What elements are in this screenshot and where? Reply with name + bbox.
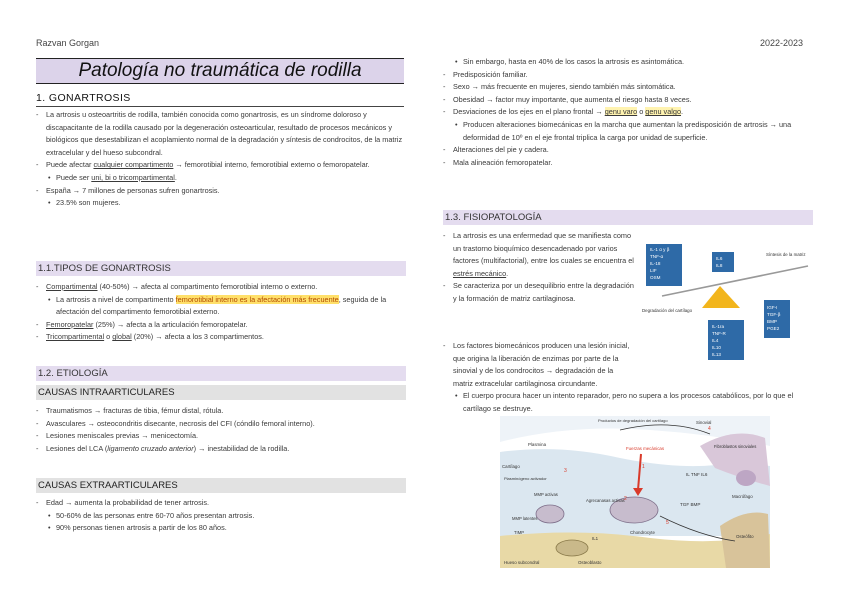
diagram-label: Productos de degradación del cartílago xyxy=(598,418,668,423)
box-label: IL6 xyxy=(716,256,723,261)
diagram-label: Hueso subcondral xyxy=(504,560,540,565)
section-gonartrosis-body xyxy=(36,109,406,210)
list-subitem: • 50-60% de las personas entre 60-70 años presentan artrosis. xyxy=(36,510,406,523)
risk-factors-list xyxy=(443,56,815,169)
list-item: - Alteraciones del pie y cadera. xyxy=(443,144,815,157)
list-item: - Se caracteriza por un desequilibrio entre la degradación y la formación de matriz cartilaginosa. xyxy=(443,280,635,305)
list-item: - Lesiones del LCA (ligamento cruzado anterior) → inestabilidad de la rodilla. xyxy=(36,443,406,456)
diagram-label: Plasmina xyxy=(528,442,547,447)
box-label: BMP xyxy=(767,319,777,324)
extra-causes-heading: CAUSAS EXTRAARTICULARES xyxy=(36,478,406,493)
diagram-label: Sinovial xyxy=(696,420,712,425)
diagram-label: IL TNF IL6 xyxy=(686,472,708,477)
box-label: TGF-β xyxy=(767,312,781,317)
list-item: - Predisposición familiar. xyxy=(443,69,815,82)
degradation-label: Degradación del cartílago xyxy=(642,308,693,313)
list-item: - Mala alineación femoropatelar. xyxy=(443,157,815,170)
box-label: TNF-α xyxy=(650,254,664,259)
list-item: - La artrosis es una enfermedad que se manifiesta como un trastorno bioquímico desencadenado por varios factores (multifactorial), entre los cuales se encuentra el estrés mecánico. xyxy=(443,230,635,280)
cell xyxy=(536,505,564,523)
page-title: Patología no traumática de rodilla xyxy=(36,58,404,84)
diagram-label: TIMP xyxy=(514,530,525,535)
academic-year: 2022-2023 xyxy=(760,38,804,48)
step-number: 2 xyxy=(624,496,627,502)
box-label: OSM xyxy=(650,275,661,280)
diagram-label: Chondrocyte xyxy=(630,530,655,535)
etiology-heading: 1.2. ETIOLOGÍA xyxy=(36,366,406,381)
balance-fulcrum xyxy=(702,286,740,308)
diagram-label: TGF BMP xyxy=(680,502,701,507)
balance-beam xyxy=(662,266,808,296)
author-name: Razvan Gorgan xyxy=(36,38,100,48)
diagram-label: Fuerzas mecánicas xyxy=(626,446,665,451)
list-subitem: • La artrosis a nivel de compartimento femorotibial interno es la afectación más frecuente, seguida de la afectación del compartimento femorotibial externo. xyxy=(36,294,406,319)
diagram-label: Macrófago xyxy=(732,494,753,499)
box-label: PGE2 xyxy=(767,326,780,331)
underlined-term: cualquier compartimento xyxy=(93,160,174,170)
box-label: TNF-R xyxy=(712,331,726,336)
list-item: - Desviaciones de los ejes en el plano frontal → genu varo o genu valgo. xyxy=(443,106,815,119)
osteoblast-cell xyxy=(556,540,588,556)
diagram-label: Agrecanasas activas xyxy=(586,498,625,503)
types-list xyxy=(36,281,406,344)
compartments-subitem: • Puede ser uni, bi o tricompartimental. xyxy=(36,172,406,185)
list-item: - Traumatismos → fracturas de tibia, fémur distal, rótula. xyxy=(36,405,406,418)
box-label: IL-1 α y β xyxy=(650,247,670,252)
box-label: IL-18 xyxy=(650,261,661,266)
diagram-label: MMP latentes xyxy=(512,516,538,521)
highlighted-text: femorotibial interno es la afectación más frecuente xyxy=(175,294,339,304)
definition-paragraph: - La artrosis u osteoartritis de rodilla, también conocida como gonartrosis, es un síndrome doloroso y discapacitante de la rodilla causado por la degeneración osteoarticular, resultado de procesos mecánicos y biológicos que desestabilizan el acoplamiento normal de la degradación y síntesis de condrocitos, de la matriz extracelular y del hueso subcondral. xyxy=(36,109,406,159)
list-item: - Edad → aumenta la probabilidad de tener artrosis. xyxy=(36,497,406,510)
step-number: 3 xyxy=(564,468,567,474)
list-item: - Los factores biomecánicos producen una lesión inicial, que origina la liberación de enzimas por parte de la sinovial y de los condrocitos → degradación de la matriz extracelular cartilaginosa circundante. xyxy=(443,340,633,390)
list-item: - Obesidad → factor muy importante, que aumenta el riesgo hasta 8 veces. xyxy=(443,94,815,107)
list-item: - Avasculares → osteocondritis disecante, necrosis del CFI (cóndilo femoral interno). xyxy=(36,418,406,431)
il6-box xyxy=(712,252,734,272)
compartments-item: - Puede afectar cualquier compartimento → femorotibial interno, femorotibial externo o femoropatelar. xyxy=(36,159,406,172)
box-label: IL13 xyxy=(712,352,721,357)
list-subitem: • Producen alteraciones biomecánicas en la marcha que aumentan la predisposición de artrosis → una deformidad de 10º en el eje frontal triplica la carga por unidad de superficie. xyxy=(443,119,815,144)
list-item: - Femoropatelar (25%) → afecta a la articulación femoropatelar. xyxy=(36,319,406,332)
box-label: IL8 xyxy=(716,263,723,268)
box-label: IL10 xyxy=(712,345,721,350)
synthesis-label: Síntesis de la matriz xyxy=(766,252,806,257)
diagram-label: Plasminógeno activador xyxy=(504,476,547,481)
macrophage-cell xyxy=(736,470,756,486)
box-label: LIF xyxy=(650,268,657,273)
step-number: 4 xyxy=(708,426,711,432)
diagram-label: MMP activas xyxy=(534,492,558,497)
pathophysiology-text-narrow xyxy=(443,230,635,306)
osteoarthritis-cell-diagram xyxy=(500,416,770,568)
list-subitem: • 90% personas tienen artrosis a partir de los 80 años. xyxy=(36,522,406,535)
list-item: - Sexo → más frecuente en mujeres, siendo también más sintomática. xyxy=(443,81,815,94)
intra-causes-list xyxy=(36,405,406,455)
box-label: IGF-I xyxy=(767,305,778,310)
list-item: - Tricompartimental o global (20%) → afecta a los 3 compartimentos. xyxy=(36,331,406,344)
list-item: - Lesiones meniscales previas → menicectomía. xyxy=(36,430,406,443)
balance-diagram xyxy=(640,236,820,357)
pathophysiology-heading: 1.3. FISIOPATOLOGÍA xyxy=(443,210,813,225)
list-subitem: • El cuerpo procura hacer un intento reparador, pero no supera a los procesos catabólicos, por lo que el cartílago se destruye. xyxy=(443,390,815,415)
diagram-label: Osteófito xyxy=(736,534,754,539)
intra-causes-heading: CAUSAS INTRAARTICULARES xyxy=(36,385,406,400)
extra-causes-list xyxy=(36,497,406,535)
diagram-label: Osteoblasto xyxy=(578,560,602,565)
underlined-term: uni, bi o tricompartimental xyxy=(91,172,175,182)
diagram-label: Fibroblastos sinoviales xyxy=(714,444,757,449)
types-heading: 1.1.TIPOS DE GONARTROSIS xyxy=(36,261,406,276)
list-subitem: • Sin embargo, hasta en 40% de los casos la artrosis es asintomática. xyxy=(443,56,815,69)
spain-item: - España → 7 millones de personas sufren gonartrosis. xyxy=(36,185,406,198)
diagram-label: Cartílago xyxy=(502,464,520,469)
step-number: 1 xyxy=(642,464,645,470)
women-subitem: • 23.5% son mujeres. xyxy=(36,197,406,210)
step-number: 5 xyxy=(666,520,669,526)
box-label: IL4 xyxy=(712,338,719,343)
list-item: - Compartimental (40-50%) → afecta al compartimento femorotibial interno o externo. xyxy=(36,281,406,294)
section-gonartrosis-heading: 1. GONARTROSIS xyxy=(36,92,404,107)
box-label: IL-1ra xyxy=(712,324,725,329)
diagram-label: IL1 xyxy=(592,536,599,541)
